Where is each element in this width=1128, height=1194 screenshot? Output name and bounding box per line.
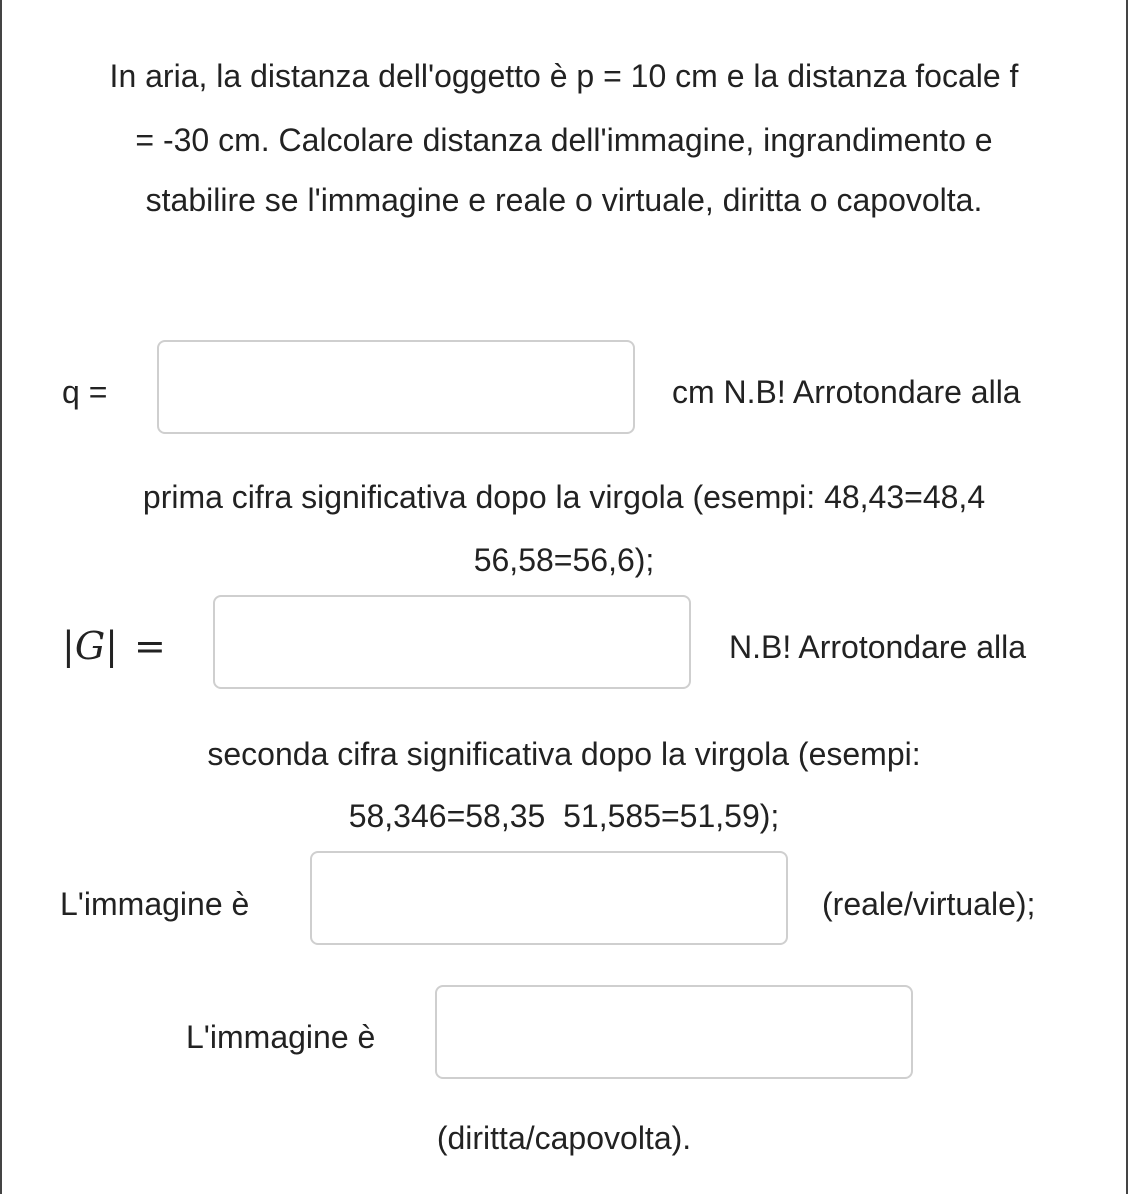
question-line-3: stabilire se l'immagine e reale o virtuale, diritta o capovolta. xyxy=(145,182,983,218)
g-suffix: N.B! Arrotondare alla xyxy=(729,629,1027,665)
g-note-line-2: 58,346=58,35 51,585=51,59); xyxy=(348,798,780,834)
orientation-label: L'immagine è xyxy=(186,1019,376,1055)
q-answer-input[interactable] xyxy=(157,340,635,434)
q-suffix: cm N.B! Arrotondare alla xyxy=(672,374,1021,410)
type-suffix: (reale/virtuale); xyxy=(822,886,1036,922)
q-label: q = xyxy=(62,374,108,410)
q-note-line-1: prima cifra significativa dopo la virgola (esempi: 48,43=48,4 xyxy=(142,479,986,515)
orientation-suffix: (diritta/capovolta). xyxy=(436,1120,692,1156)
orientation-answer-input[interactable] xyxy=(435,985,913,1079)
type-answer-input[interactable] xyxy=(310,851,788,945)
g-label xyxy=(62,626,166,667)
question-line-1-prefix: In aria, la distanza dell'oggetto è xyxy=(109,58,577,94)
g-bar-open: | xyxy=(62,624,75,668)
g-note-line-1: seconda cifra significativa dopo la virgola (esempi: xyxy=(207,736,921,772)
g-bar-close: | xyxy=(105,624,118,668)
question-line-2: = -30 cm. Calcolare distanza dell'immagine, ingrandimento e xyxy=(135,122,993,158)
g-symbol: G xyxy=(74,624,106,668)
q-note-line-2: 56,58=56,6); xyxy=(473,542,655,578)
p-value: 10 xyxy=(630,58,667,94)
p-equals: = xyxy=(594,58,631,94)
g-answer-input[interactable] xyxy=(213,595,691,689)
question-line-1-rest: cm e la distanza focale f xyxy=(666,58,1019,94)
p-symbol: p xyxy=(576,58,595,94)
g-equals: = xyxy=(133,624,166,668)
question-line-1 xyxy=(0,56,1128,96)
type-label: L'immagine è xyxy=(60,886,250,922)
